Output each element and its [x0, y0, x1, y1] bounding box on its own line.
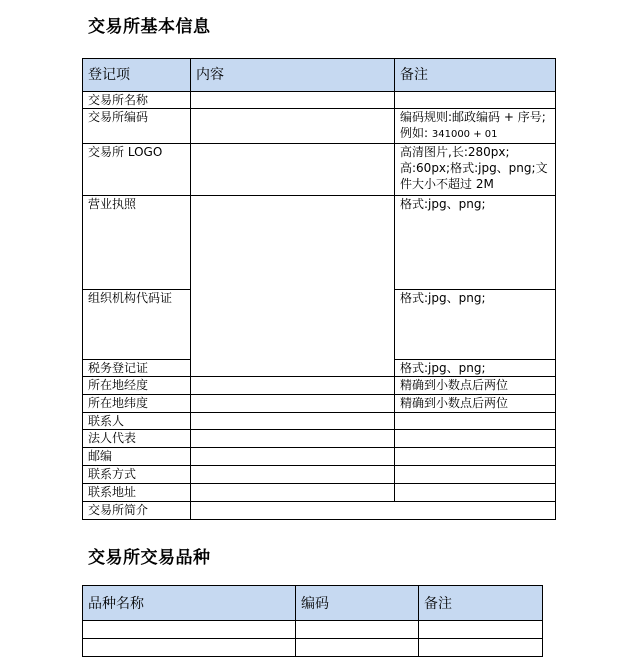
value-name[interactable]	[191, 92, 395, 109]
basic-info-table	[82, 58, 556, 520]
note-code	[395, 109, 556, 144]
label-name: 交易所名称	[83, 92, 191, 109]
variety-name-cell[interactable]	[83, 621, 296, 639]
label-contact-method: 联系方式	[83, 466, 191, 484]
label-longitude: 所在地经度	[83, 377, 191, 395]
value-logo[interactable]	[191, 144, 395, 196]
variety-code-cell[interactable]	[296, 639, 419, 657]
value-latitude[interactable]	[191, 395, 395, 413]
label-intro: 交易所简介	[83, 502, 191, 520]
header-item: 登记项	[83, 59, 191, 92]
note-longitude: 精确到小数点后两位	[395, 377, 556, 395]
code-note-rule: 编码规则:邮政编码 + 序号;	[400, 110, 546, 124]
label-contact: 联系人	[83, 413, 191, 430]
value-contact-method[interactable]	[191, 466, 395, 484]
value-legal-rep[interactable]	[191, 430, 395, 448]
note-logo: 高清图片,长:280px;高:60px;格式:jpg、png;文件大小不超过 2M	[395, 144, 556, 196]
note-name	[395, 92, 556, 109]
value-code[interactable]	[191, 109, 395, 144]
variety-note-cell[interactable]	[419, 621, 543, 639]
label-legal-rep: 法人代表	[83, 430, 191, 448]
note-postcode	[395, 448, 556, 466]
code-note-prefix: 例如:	[400, 126, 429, 140]
label-license: 营业执照	[83, 196, 191, 290]
section-title-basic-info: 交易所基本信息	[88, 17, 211, 37]
variety-name-cell[interactable]	[83, 639, 296, 657]
label-address: 联系地址	[83, 484, 191, 502]
trading-varieties-table	[82, 585, 543, 657]
note-address	[395, 484, 556, 502]
note-license: 格式:jpg、png;	[395, 196, 556, 290]
note-contact	[395, 413, 556, 430]
label-org-code: 组织机构代码证	[83, 290, 191, 360]
note-latitude: 精确到小数点后两位	[395, 395, 556, 413]
label-tax: 税务登记证	[83, 360, 191, 377]
note-org-code: 格式:jpg、png;	[395, 290, 556, 360]
header-note: 备注	[395, 59, 556, 92]
header-variety-code: 编码	[296, 586, 419, 621]
note-legal-rep	[395, 430, 556, 448]
value-longitude[interactable]	[191, 377, 395, 395]
note-tax: 格式:jpg、png;	[395, 360, 556, 377]
section-title-trading-varieties: 交易所交易品种	[88, 548, 211, 568]
value-intro[interactable]	[191, 502, 556, 520]
label-latitude: 所在地纬度	[83, 395, 191, 413]
header-variety-note: 备注	[419, 586, 543, 621]
code-note-example: 341000 + 01	[431, 129, 498, 140]
label-logo: 交易所 LOGO	[83, 144, 191, 196]
note-contact-method	[395, 466, 556, 484]
value-contact[interactable]	[191, 413, 395, 430]
value-postcode[interactable]	[191, 448, 395, 466]
value-address[interactable]	[191, 484, 395, 502]
header-variety-name: 品种名称	[83, 586, 296, 621]
variety-note-cell[interactable]	[419, 639, 543, 657]
value-certificates[interactable]	[191, 196, 395, 377]
header-content: 内容	[191, 59, 395, 92]
variety-code-cell[interactable]	[296, 621, 419, 639]
label-code: 交易所编码	[83, 109, 191, 144]
label-postcode: 邮编	[83, 448, 191, 466]
